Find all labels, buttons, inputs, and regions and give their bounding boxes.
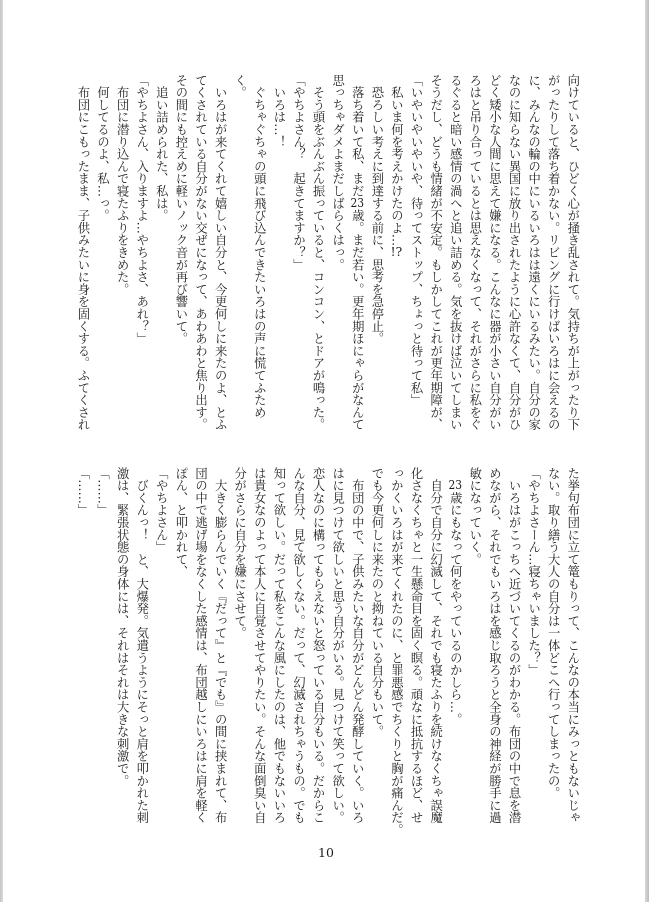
text-line: るぐると暗い感情の渦へと追い詰める。気を抜けば泣いてしまい (448, 74, 463, 431)
text-line: その間にも控えめに軽いノック音が再び響いて。 (173, 74, 188, 345)
dialogue-line: 「やちよさーん…寝ちゃいました？」 (526, 467, 541, 677)
text-line: ぽん、と叩かれて、 (173, 467, 188, 578)
text-line: 分がさらに自分を嫌にさせて。 (232, 467, 247, 640)
text-line: っかくいろはが来てくれたのに、と罪悪感でちくりと胸が痛んだ。 (389, 467, 404, 836)
text-line: 布団に潜り込んで寝たふりをきめた。 (115, 74, 130, 296)
text-line: でも今更何しに来たのと拗ねている自分もいて。 (369, 467, 384, 738)
dialogue-line: 「やちよさん、入りますよ…やちよさ、あれ？」 (134, 74, 149, 345)
dialogue-line: 「いやいやいやいや、待ってストップ、ちょっと待って私」 (409, 74, 424, 407)
text-line: 向けていると、ひどく心が掻き乱されて。気持ちが上がったり下 (565, 74, 580, 431)
dialogue-line: 「……」 (75, 467, 90, 517)
text-line: 追い詰められた、私は。 (154, 74, 169, 222)
text-line: 恐ろしい考えに到達する前に、思考を急停止。 (369, 74, 384, 345)
text-line: く。 (232, 74, 247, 99)
text-line: はに見つけて欲しいと思う自分がいる。見つけて笑って欲しい。 (330, 467, 345, 824)
dialogue-line: 「……」 (95, 467, 110, 517)
text-line: は貴女なのよって本人に自覚させてやりたい。そんな面倒臭い自 (252, 467, 267, 824)
text-line: びくんっ！ と、大爆発。気遣うようにそっと肩を叩かれた刺 (134, 467, 149, 824)
text-line: てくされている自分がない交ぜになって、あわあわと焦り出す。 (193, 74, 208, 431)
text-line: 団の中で逃げ場をなくした感情は、布団越しにいろはに肩を軽く (193, 467, 208, 824)
text-line: ぐちゃぐちゃの頭に飛び込んできたいろはの声に慌てふため (252, 74, 267, 419)
dialogue-line: 「やちよさん」 (154, 467, 169, 554)
text-line: た挙句布団に立て篭もりって、こんなの本当にみっともないじゃ (565, 467, 580, 824)
text-line: ろはと吊り合っているとは思えなくなって、それがさらに私をぐ (467, 74, 482, 431)
text-line: 布団の中で、子供みたいな自分がどんどん発酵していく。いろ (350, 467, 365, 824)
text-line: 落ち着いて私、まだ23歳。まだ若い。更年期ほにゃらがなんて (350, 74, 365, 431)
text-line: いろはが来てくれて嬉しい自分と、今更何しに来たのよ、とふ (213, 74, 228, 431)
page-edge-left (0, 0, 3, 902)
text-line: 思っちゃダメよまだしばらくはっ。 (330, 74, 345, 271)
page-edge-right (645, 0, 649, 902)
text-line: なのに知らない異国に放り出されたように心許なくて、自分がひ (507, 74, 521, 431)
text-line: 23歳にもなって何をやっているのかしら…。 (448, 479, 463, 726)
text-line: ない。取り繕う大人の自分は一体どこへ行ってしまったの。 (546, 467, 561, 800)
text-line: 化さなくちゃと一生懸命目を固く瞑る。頑なに抵抗するほど、せ (409, 467, 424, 824)
text-line: 私いま何を考えかけたのよ…!? (389, 74, 404, 259)
text-line: 敏になっていく。 (467, 467, 482, 566)
text-line: めながら、それでもいろはを感じ取ろうと全身の神経が勝手に過 (487, 467, 502, 824)
text-line: 何してるのよ、私…っ。 (95, 74, 110, 222)
text-line: がったりして落ち着かない。リビングに行けばいろはに会えるの (546, 74, 561, 431)
text-line: 布団にこもったまま、子供みたいに身を固くする。ふてくされ (75, 74, 90, 431)
text-line: そうだし、どうも情緒が不安定。もしかしてこれが更年期障が、 (428, 74, 443, 431)
upper-text-block (72, 74, 582, 446)
text-line: んな自分、見て欲しくない。だって、幻滅されちゃうもの。でも (291, 467, 306, 824)
text-line: いろは…！ (271, 74, 286, 148)
text-line: どく矮小な人間に思えて嫌になる。こんなに器が小さい自分がい (487, 74, 502, 431)
text-line: 激は、緊張状態の身体には、それはそれは大きな刺激で。 (115, 467, 130, 787)
text-line: 自分で自分に幻滅して、それでも寝たふりを続けなくちゃ誤魔 (428, 467, 443, 824)
text-line: 恋人なのに構ってもらえないと怒っている自分もいる。だからこ (311, 467, 326, 824)
page-number: 10 (318, 845, 334, 860)
lower-text-block (72, 467, 582, 839)
text-line: 大きく膨らんでいく『だって』と『でも』の間に挟まれて、布 (213, 467, 228, 824)
text-line: に、みんなの輪の中にいるいろはは遠くにいるみたい。自分の家 (526, 74, 541, 431)
text-line: いろはがこっちへ近づいてくるのがわかる。布団の中で息を潜 (507, 467, 521, 824)
text-line: 知って欲しい。だって私をこんな風にしたのは、他でもないいろ (271, 467, 286, 824)
text-line: そう頭をぶんぶん振っていると、コンコン、とドアが鳴った。 (311, 74, 326, 431)
dialogue-line: 「やちよさん？ 起きてますか？」 (291, 74, 306, 271)
